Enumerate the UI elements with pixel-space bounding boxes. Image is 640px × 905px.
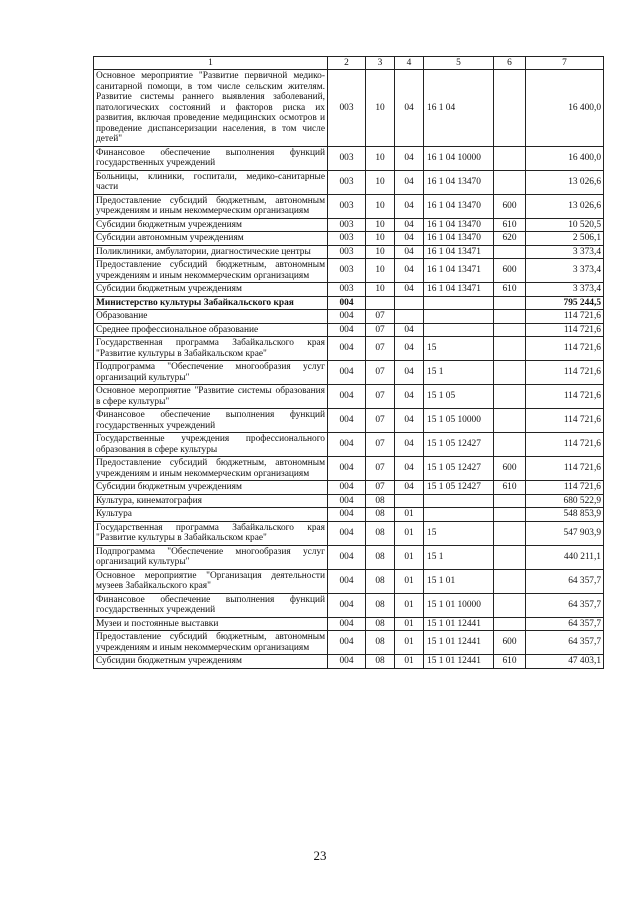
table-row [94, 457, 604, 481]
row-section-cell: 07 [366, 433, 395, 457]
row-expense-type-cell [494, 146, 526, 170]
row-subsection-cell: 04 [395, 245, 424, 259]
row-target-article-cell: 15 1 05 12427 [424, 481, 494, 495]
row-ministry-code-cell: 004 [328, 433, 366, 457]
row-expense-type-cell [494, 545, 526, 569]
row-target-article-cell: 15 1 01 10000 [424, 593, 494, 617]
row-name-cell: Финансовое обеспечение выполнения функций государственных учреждений [94, 409, 328, 433]
row-ministry-code-cell: 003 [328, 259, 366, 283]
row-ministry-code-cell: 003 [328, 218, 366, 232]
row-name-cell: Субсидии бюджетным учреждениям [94, 655, 328, 669]
row-name-cell: Предоставление субсидий бюджетным, автономным учреждениям и иным некоммерческим организациям [94, 259, 328, 283]
row-name-cell: Финансовое обеспечение выполнения функций государственных учреждений [94, 593, 328, 617]
table-row [94, 508, 604, 522]
row-subsection-cell: 04 [395, 170, 424, 194]
row-section-cell: 07 [366, 337, 395, 361]
row-section-cell: 10 [366, 245, 395, 259]
row-amount-cell: 10 520,5 [526, 218, 604, 232]
row-amount-cell: 64 357,7 [526, 631, 604, 655]
row-subsection-cell: 04 [395, 218, 424, 232]
row-amount-cell: 3 373,4 [526, 283, 604, 297]
row-ministry-code-cell: 004 [328, 521, 366, 545]
column-header-5: 5 [424, 57, 494, 70]
row-name-cell: Поликлиники, амбулатории, диагностические центры [94, 245, 328, 259]
row-section-cell: 10 [366, 283, 395, 297]
row-section-cell: 10 [366, 146, 395, 170]
row-ministry-code-cell: 004 [328, 617, 366, 631]
row-section-cell: 10 [366, 70, 395, 147]
row-section-cell: 07 [366, 457, 395, 481]
row-expense-type-cell [494, 245, 526, 259]
row-target-article-cell: 15 1 05 12427 [424, 433, 494, 457]
row-ministry-code-cell: 003 [328, 146, 366, 170]
row-ministry-code-cell: 004 [328, 631, 366, 655]
row-target-article-cell: 15 1 01 12441 [424, 655, 494, 669]
row-name-cell: Предоставление субсидий бюджетным, автономным учреждениям и иным некоммерческим организациям [94, 631, 328, 655]
row-amount-cell: 114 721,6 [526, 481, 604, 495]
row-ministry-code-cell: 004 [328, 323, 366, 337]
row-amount-cell: 16 400,0 [526, 70, 604, 147]
row-name-cell: Основное мероприятие "Развитие первичной медико-санитарной помощи, в том числе сельским жителям. Развитие системы раннего выявления заболеваний, патологических состояний и факторов риска их развития, включая проведение медицинских осмотров и проведение диспансеризации населения, в том числе детей" [94, 70, 328, 147]
row-ministry-code-cell: 004 [328, 593, 366, 617]
row-subsection-cell: 04 [395, 146, 424, 170]
row-ministry-code-cell: 004 [328, 409, 366, 433]
row-expense-type-cell [494, 170, 526, 194]
table-row [94, 617, 604, 631]
budget-table [93, 56, 604, 669]
table-row [94, 194, 604, 218]
row-expense-type-cell: 600 [494, 194, 526, 218]
column-header-7: 7 [526, 57, 604, 70]
row-target-article-cell [424, 310, 494, 324]
row-name-cell: Государственные учреждения профессионального образования в сфере культуры [94, 433, 328, 457]
row-ministry-code-cell: 004 [328, 361, 366, 385]
row-expense-type-cell [494, 508, 526, 522]
table-row [94, 481, 604, 495]
row-section-cell: 08 [366, 631, 395, 655]
row-expense-type-cell [494, 310, 526, 324]
table-row [94, 70, 604, 147]
row-subsection-cell: 01 [395, 545, 424, 569]
row-subsection-cell: 01 [395, 617, 424, 631]
row-amount-cell: 114 721,6 [526, 409, 604, 433]
row-expense-type-cell: 620 [494, 232, 526, 246]
row-subsection-cell: 01 [395, 631, 424, 655]
row-target-article-cell: 15 1 01 12441 [424, 631, 494, 655]
row-name-cell: Государственная программа Забайкальского края "Развитие культуры в Забайкальском крае" [94, 337, 328, 361]
row-name-cell: Государственная программа Забайкальского края "Развитие культуры в Забайкальском крае" [94, 521, 328, 545]
page-number: 23 [313, 848, 327, 863]
row-target-article-cell: 16 1 04 13470 [424, 194, 494, 218]
table-row [94, 569, 604, 593]
row-amount-cell: 114 721,6 [526, 361, 604, 385]
row-expense-type-cell [494, 593, 526, 617]
row-subsection-cell: 04 [395, 194, 424, 218]
row-name-cell: Субсидии бюджетным учреждениям [94, 283, 328, 297]
row-amount-cell: 64 357,7 [526, 617, 604, 631]
row-section-cell: 07 [366, 361, 395, 385]
row-name-cell: Основное мероприятие "Организация деятельности музеев Забайкальского края" [94, 569, 328, 593]
row-expense-type-cell [494, 569, 526, 593]
row-subsection-cell: 04 [395, 385, 424, 409]
row-name-cell: Основное мероприятие "Развитие системы образования в сфере культуры" [94, 385, 328, 409]
row-amount-cell: 114 721,6 [526, 310, 604, 324]
row-expense-type-cell [494, 296, 526, 310]
row-amount-cell: 547 903,9 [526, 521, 604, 545]
column-header-2: 2 [328, 57, 366, 70]
row-ministry-code-cell: 003 [328, 170, 366, 194]
table-row [94, 146, 604, 170]
row-section-cell: 10 [366, 218, 395, 232]
row-subsection-cell: 01 [395, 508, 424, 522]
row-amount-cell: 114 721,6 [526, 337, 604, 361]
row-amount-cell: 16 400,0 [526, 146, 604, 170]
row-section-cell: 08 [366, 593, 395, 617]
row-name-cell: Культура [94, 508, 328, 522]
row-subsection-cell: 01 [395, 521, 424, 545]
row-ministry-code-cell: 004 [328, 457, 366, 481]
row-amount-cell: 548 853,9 [526, 508, 604, 522]
table-row [94, 259, 604, 283]
table-row [94, 283, 604, 297]
row-subsection-cell: 01 [395, 569, 424, 593]
row-target-article-cell: 15 [424, 521, 494, 545]
row-expense-type-cell [494, 521, 526, 545]
row-subsection-cell: 01 [395, 593, 424, 617]
row-expense-type-cell [494, 323, 526, 337]
row-amount-cell: 680 522,9 [526, 494, 604, 508]
row-ministry-code-cell: 003 [328, 70, 366, 147]
row-name-cell: Образование [94, 310, 328, 324]
row-target-article-cell: 15 1 05 [424, 385, 494, 409]
table-row [94, 655, 604, 669]
row-subsection-cell [395, 310, 424, 324]
row-amount-cell: 13 026,6 [526, 170, 604, 194]
row-name-cell: Подпрограмма "Обеспечение многообразия услуг организаций культуры" [94, 545, 328, 569]
row-target-article-cell: 15 1 01 [424, 569, 494, 593]
row-target-article-cell: 15 1 05 10000 [424, 409, 494, 433]
table-row [94, 494, 604, 508]
row-target-article-cell: 16 1 04 13470 [424, 232, 494, 246]
column-header-3: 3 [366, 57, 395, 70]
table-row [94, 310, 604, 324]
row-target-article-cell: 15 1 [424, 361, 494, 385]
row-amount-cell: 2 506,1 [526, 232, 604, 246]
table-body [94, 70, 604, 669]
row-amount-cell: 47 403,1 [526, 655, 604, 669]
column-header-4: 4 [395, 57, 424, 70]
row-name-cell: Финансовое обеспечение выполнения функций государственных учреждений [94, 146, 328, 170]
row-ministry-code-cell: 003 [328, 245, 366, 259]
row-expense-type-cell: 610 [494, 218, 526, 232]
row-target-article-cell: 15 1 [424, 545, 494, 569]
row-section-cell: 07 [366, 409, 395, 433]
row-name-cell: Субсидии автономным учреждениям [94, 232, 328, 246]
row-ministry-code-cell: 004 [328, 569, 366, 593]
column-header-6: 6 [494, 57, 526, 70]
row-amount-cell: 13 026,6 [526, 194, 604, 218]
row-ministry-code-cell: 004 [328, 545, 366, 569]
row-target-article-cell: 16 1 04 13470 [424, 218, 494, 232]
row-target-article-cell: 15 [424, 337, 494, 361]
row-ministry-code-cell: 003 [328, 194, 366, 218]
row-name-cell: Министерство культуры Забайкальского края [94, 296, 328, 310]
row-subsection-cell: 04 [395, 232, 424, 246]
row-subsection-cell: 04 [395, 361, 424, 385]
row-section-cell: 10 [366, 170, 395, 194]
row-ministry-code-cell: 004 [328, 310, 366, 324]
row-target-article-cell [424, 494, 494, 508]
row-expense-type-cell [494, 337, 526, 361]
row-subsection-cell: 04 [395, 70, 424, 147]
row-section-cell: 07 [366, 310, 395, 324]
row-subsection-cell [395, 494, 424, 508]
row-expense-type-cell: 600 [494, 631, 526, 655]
row-subsection-cell [395, 296, 424, 310]
row-target-article-cell: 16 1 04 13471 [424, 283, 494, 297]
row-amount-cell: 114 721,6 [526, 385, 604, 409]
row-target-article-cell [424, 296, 494, 310]
row-subsection-cell: 04 [395, 323, 424, 337]
table-row [94, 170, 604, 194]
row-ministry-code-cell: 004 [328, 494, 366, 508]
row-section-cell: 10 [366, 232, 395, 246]
row-section-cell: 07 [366, 481, 395, 495]
row-expense-type-cell [494, 409, 526, 433]
row-amount-cell: 3 373,4 [526, 245, 604, 259]
table-row [94, 296, 604, 310]
column-header-1: 1 [94, 57, 328, 70]
row-ministry-code-cell: 004 [328, 337, 366, 361]
row-ministry-code-cell: 004 [328, 296, 366, 310]
row-ministry-code-cell: 004 [328, 508, 366, 522]
row-amount-cell: 114 721,6 [526, 323, 604, 337]
row-section-cell: 07 [366, 323, 395, 337]
table-row [94, 218, 604, 232]
table-row [94, 232, 604, 246]
row-target-article-cell [424, 508, 494, 522]
header-row [94, 57, 604, 70]
row-ministry-code-cell: 003 [328, 232, 366, 246]
table-row [94, 433, 604, 457]
row-name-cell: Предоставление субсидий бюджетным, автономным учреждениям и иным некоммерческим организациям [94, 194, 328, 218]
table-row [94, 631, 604, 655]
row-section-cell: 08 [366, 494, 395, 508]
row-subsection-cell: 04 [395, 337, 424, 361]
row-amount-cell: 64 357,7 [526, 593, 604, 617]
row-expense-type-cell: 610 [494, 655, 526, 669]
row-section-cell: 10 [366, 259, 395, 283]
row-target-article-cell: 15 1 01 12441 [424, 617, 494, 631]
row-name-cell: Субсидии бюджетным учреждениям [94, 481, 328, 495]
row-subsection-cell: 04 [395, 259, 424, 283]
row-expense-type-cell: 600 [494, 457, 526, 481]
row-section-cell: 07 [366, 385, 395, 409]
table-row [94, 593, 604, 617]
row-section-cell: 08 [366, 569, 395, 593]
row-section-cell: 08 [366, 655, 395, 669]
table-row [94, 521, 604, 545]
row-target-article-cell: 16 1 04 13470 [424, 170, 494, 194]
table-row [94, 323, 604, 337]
row-amount-cell: 3 373,4 [526, 259, 604, 283]
row-subsection-cell: 04 [395, 409, 424, 433]
row-amount-cell: 114 721,6 [526, 457, 604, 481]
row-amount-cell: 64 357,7 [526, 569, 604, 593]
row-expense-type-cell: 610 [494, 481, 526, 495]
row-subsection-cell: 04 [395, 433, 424, 457]
row-amount-cell: 114 721,6 [526, 433, 604, 457]
row-section-cell: 08 [366, 617, 395, 631]
table-row [94, 245, 604, 259]
row-target-article-cell: 16 1 04 [424, 70, 494, 147]
row-target-article-cell [424, 323, 494, 337]
row-expense-type-cell [494, 494, 526, 508]
row-subsection-cell: 04 [395, 481, 424, 495]
row-subsection-cell: 04 [395, 283, 424, 297]
row-name-cell: Среднее профессиональное образование [94, 323, 328, 337]
row-expense-type-cell [494, 385, 526, 409]
row-ministry-code-cell: 004 [328, 655, 366, 669]
table-row [94, 361, 604, 385]
row-amount-cell: 440 211,1 [526, 545, 604, 569]
row-subsection-cell: 04 [395, 457, 424, 481]
row-target-article-cell: 15 1 05 12427 [424, 457, 494, 481]
row-name-cell: Культура, кинематография [94, 494, 328, 508]
row-expense-type-cell [494, 433, 526, 457]
row-expense-type-cell: 600 [494, 259, 526, 283]
table-row [94, 545, 604, 569]
row-subsection-cell: 01 [395, 655, 424, 669]
row-target-article-cell: 16 1 04 10000 [424, 146, 494, 170]
row-name-cell: Предоставление субсидий бюджетным, автономным учреждениям и иным некоммерческим организациям [94, 457, 328, 481]
table-row [94, 385, 604, 409]
table-row [94, 337, 604, 361]
row-expense-type-cell [494, 361, 526, 385]
row-section-cell [366, 296, 395, 310]
row-expense-type-cell [494, 617, 526, 631]
row-target-article-cell: 16 1 04 13471 [424, 245, 494, 259]
row-ministry-code-cell: 003 [328, 283, 366, 297]
row-section-cell: 08 [366, 521, 395, 545]
row-section-cell: 08 [366, 508, 395, 522]
row-name-cell: Субсидии бюджетным учреждениям [94, 218, 328, 232]
row-expense-type-cell [494, 70, 526, 147]
row-section-cell: 08 [366, 545, 395, 569]
row-name-cell: Подпрограмма "Обеспечение многообразия услуг организаций культуры" [94, 361, 328, 385]
row-target-article-cell: 16 1 04 13471 [424, 259, 494, 283]
row-ministry-code-cell: 004 [328, 385, 366, 409]
row-amount-cell: 795 244,5 [526, 296, 604, 310]
table-row [94, 409, 604, 433]
row-expense-type-cell: 610 [494, 283, 526, 297]
row-name-cell: Музеи и постоянные выставки [94, 617, 328, 631]
row-name-cell: Больницы, клиники, госпитали, медико-санитарные части [94, 170, 328, 194]
row-ministry-code-cell: 004 [328, 481, 366, 495]
row-section-cell: 10 [366, 194, 395, 218]
